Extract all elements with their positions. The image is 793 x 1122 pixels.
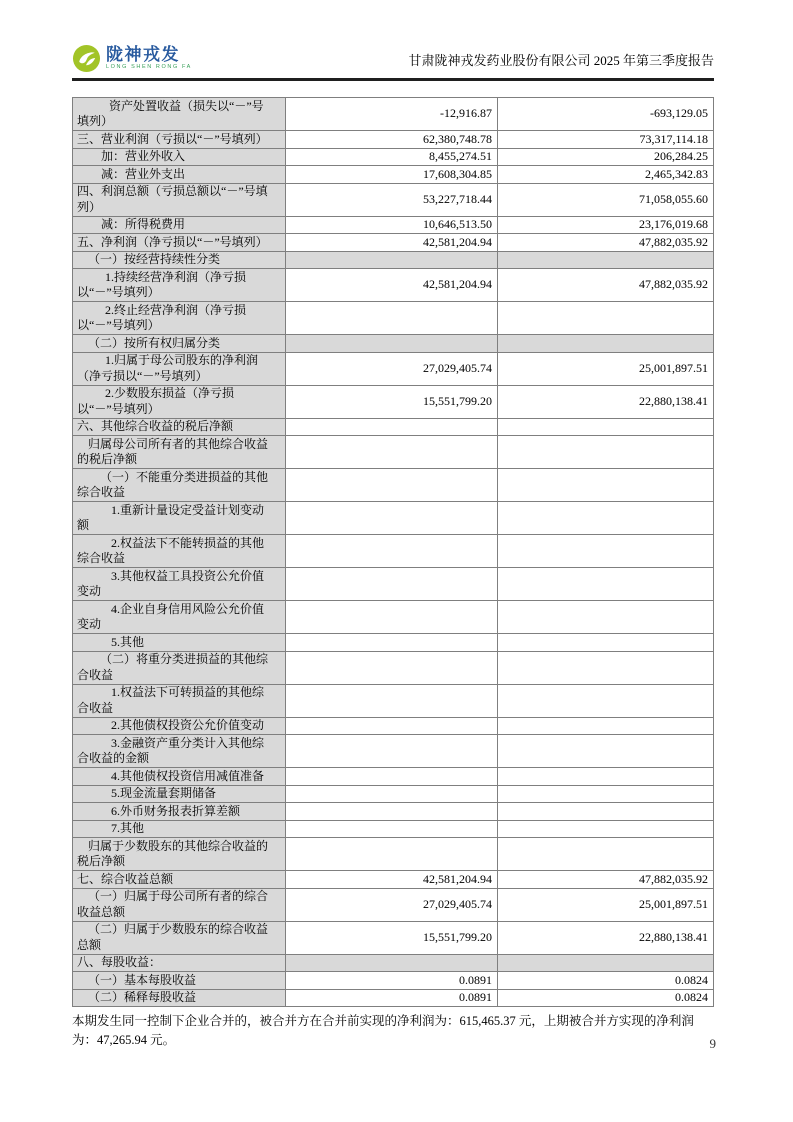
row-label-cell: 减：所得税费用: [73, 216, 286, 234]
row-label-cell: 八、每股收益：: [73, 954, 286, 972]
row-label-cell: 2.少数股东损益（净亏损以“－”号填列）: [73, 385, 286, 418]
row-label-cell: 1.权益法下可转损益的其他综合收益: [73, 684, 286, 717]
prior-period-value-cell: [498, 785, 714, 803]
prior-period-value-cell: [498, 302, 714, 335]
table-row: [73, 803, 714, 821]
current-period-value-cell: [286, 717, 498, 735]
table-row: [73, 717, 714, 735]
prior-period-value-cell: 47,882,035.92: [498, 234, 714, 252]
current-period-value-cell: [286, 820, 498, 838]
current-period-value-cell: [286, 601, 498, 634]
table-row: [73, 502, 714, 535]
table-row: [73, 148, 714, 166]
row-label-cell: 5.现金流量套期储备: [73, 785, 286, 803]
prior-period-value-cell: [498, 502, 714, 535]
current-period-value-cell: [286, 568, 498, 601]
prior-period-value-cell: 71,058,055.60: [498, 183, 714, 216]
current-period-value-cell: 0.0891: [286, 989, 498, 1007]
current-period-value-cell: [286, 418, 498, 436]
row-label-cell: 五、净利润（净亏损以“－”号填列）: [73, 234, 286, 252]
row-label-cell: （一）按经营持续性分类: [73, 251, 286, 269]
prior-period-value-cell: [498, 469, 714, 502]
row-label-cell: 2.终止经营净利润（净亏损以“－”号填列）: [73, 302, 286, 335]
table-row: [73, 302, 714, 335]
prior-period-value-cell: 206,284.25: [498, 148, 714, 166]
current-period-value-cell: [286, 634, 498, 652]
current-period-value-cell: [286, 838, 498, 871]
row-label-cell: 7.其他: [73, 820, 286, 838]
table-row: [73, 651, 714, 684]
table-row: [73, 436, 714, 469]
prior-period-value-cell: [498, 535, 714, 568]
current-period-value-cell: [286, 302, 498, 335]
table-row: [73, 216, 714, 234]
table-row: [73, 98, 714, 131]
current-period-value-cell: [286, 785, 498, 803]
row-label-cell: 6.外币财务报表折算差额: [73, 803, 286, 821]
table-row: [73, 352, 714, 385]
prior-period-value-cell: 47,882,035.92: [498, 269, 714, 302]
table-row: [73, 131, 714, 149]
current-period-value-cell: 0.0891: [286, 972, 498, 990]
prior-period-value-cell: [498, 568, 714, 601]
table-row: [73, 335, 714, 353]
row-label-cell: 2.其他债权投资公允价值变动: [73, 717, 286, 735]
prior-period-value-cell: 73,317,114.18: [498, 131, 714, 149]
prior-period-value-cell: 25,001,897.51: [498, 888, 714, 921]
table-row: [73, 888, 714, 921]
prior-period-value-cell: 0.0824: [498, 989, 714, 1007]
table-row: [73, 183, 714, 216]
table-row: [73, 385, 714, 418]
row-label-cell: （一）基本每股收益: [73, 972, 286, 990]
current-period-value-cell: 42,581,204.94: [286, 871, 498, 889]
row-label-cell: 七、综合收益总额: [73, 871, 286, 889]
row-label-cell: 三、营业利润（亏损以“－”号填列）: [73, 131, 286, 149]
row-label-cell: 1.持续经营净利润（净亏损以“－”号填列）: [73, 269, 286, 302]
table-row: [73, 838, 714, 871]
row-label-cell: 2.权益法下不能转损益的其他综合收益: [73, 535, 286, 568]
row-label-cell: 加：营业外收入: [73, 148, 286, 166]
current-period-value-cell: 27,029,405.74: [286, 888, 498, 921]
prior-period-value-cell: 47,882,035.92: [498, 871, 714, 889]
prior-period-value-cell: [498, 768, 714, 786]
prior-period-value-cell: [498, 820, 714, 838]
prior-period-value-cell: [498, 601, 714, 634]
table-row: [73, 166, 714, 184]
report-page: [72, 44, 714, 1050]
current-period-value-cell: [286, 335, 498, 353]
table-row: [73, 469, 714, 502]
prior-period-value-cell: [498, 735, 714, 768]
logo-text: [106, 46, 192, 71]
current-period-value-cell: 8,455,274.51: [286, 148, 498, 166]
table-row: [73, 601, 714, 634]
current-period-value-cell: 42,581,204.94: [286, 234, 498, 252]
prior-period-value-cell: 0.0824: [498, 972, 714, 990]
current-period-value-cell: 15,551,799.20: [286, 921, 498, 954]
current-period-value-cell: [286, 469, 498, 502]
current-period-value-cell: 27,029,405.74: [286, 352, 498, 385]
prior-period-value-cell: 2,465,342.83: [498, 166, 714, 184]
table-row: [73, 871, 714, 889]
row-label-cell: 资产处置收益（损失以“－”号填列）: [73, 98, 286, 131]
income-statement-table: [72, 97, 714, 1007]
table-row: [73, 989, 714, 1007]
row-label-cell: （一）不能重分类进损益的其他综合收益: [73, 469, 286, 502]
page-number: 9: [709, 1036, 716, 1051]
current-period-value-cell: 15,551,799.20: [286, 385, 498, 418]
current-period-value-cell: [286, 803, 498, 821]
current-period-value-cell: [286, 251, 498, 269]
row-label-cell: （二）稀释每股收益: [73, 989, 286, 1007]
current-period-value-cell: 17,608,304.85: [286, 166, 498, 184]
current-period-value-cell: 42,581,204.94: [286, 269, 498, 302]
row-label-cell: 六、其他综合收益的税后净额: [73, 418, 286, 436]
prior-period-value-cell: 23,176,019.68: [498, 216, 714, 234]
prior-period-value-cell: [498, 803, 714, 821]
current-period-value-cell: [286, 684, 498, 717]
prior-period-value-cell: 22,880,138.41: [498, 921, 714, 954]
report-title: 甘肃陇神戎发药业股份有限公司 2025 年第三季度报告: [408, 53, 714, 68]
table-row: [73, 921, 714, 954]
current-period-value-cell: [286, 954, 498, 972]
prior-period-value-cell: 22,880,138.41: [498, 385, 714, 418]
row-label-cell: 归属母公司所有者的其他综合收益的税后净额: [73, 436, 286, 469]
row-label-cell: 1.重新计量设定受益计划变动额: [73, 502, 286, 535]
logo-bird-swirl-icon: [72, 44, 101, 73]
row-label-cell: （二）将重分类进损益的其他综合收益: [73, 651, 286, 684]
page-header: [72, 44, 714, 81]
current-period-value-cell: 62,380,748.78: [286, 131, 498, 149]
current-period-value-cell: [286, 651, 498, 684]
table-row: [73, 954, 714, 972]
prior-period-value-cell: [498, 335, 714, 353]
row-label-cell: 3.其他权益工具投资公允价值变动: [73, 568, 286, 601]
table-row: [73, 785, 714, 803]
logo-company-name-pinyin: LONG SHEN RONG FA: [106, 64, 192, 71]
table-row: [73, 234, 714, 252]
current-period-value-cell: [286, 535, 498, 568]
row-label-cell: 减：营业外支出: [73, 166, 286, 184]
prior-period-value-cell: [498, 634, 714, 652]
prior-period-value-cell: [498, 684, 714, 717]
row-label-cell: 1.归属于母公司股东的净利润（净亏损以“－”号填列）: [73, 352, 286, 385]
row-label-cell: （一）归属于母公司所有者的综合收益总额: [73, 888, 286, 921]
table-row: [73, 684, 714, 717]
prior-period-value-cell: [498, 251, 714, 269]
prior-period-value-cell: [498, 436, 714, 469]
row-label-cell: 归属于少数股东的其他综合收益的税后净额: [73, 838, 286, 871]
row-label-cell: 5.其他: [73, 634, 286, 652]
prior-period-value-cell: [498, 838, 714, 871]
row-label-cell: 4.其他债权投资信用减值准备: [73, 768, 286, 786]
current-period-value-cell: [286, 502, 498, 535]
table-row: [73, 972, 714, 990]
table-row: [73, 251, 714, 269]
row-label-cell: 四、利润总额（亏损总额以“－”号填列）: [73, 183, 286, 216]
logo-company-name: 陇神戎发: [106, 45, 180, 65]
current-period-value-cell: [286, 768, 498, 786]
row-label-cell: 3.金融资产重分类计入其他综合收益的金额: [73, 735, 286, 768]
merger-footnote: 本期发生同一控制下企业合并的，被合并方在合并前实现的净利润为：615,465.37 元，上期被合并方实现的净利润为：47,265.94 元。: [72, 1014, 694, 1047]
prior-period-value-cell: [498, 651, 714, 684]
prior-period-value-cell: [498, 717, 714, 735]
prior-period-value-cell: -693,129.05: [498, 98, 714, 131]
table-row: [73, 269, 714, 302]
current-period-value-cell: -12,916.87: [286, 98, 498, 131]
row-label-cell: （二）归属于少数股东的综合收益总额: [73, 921, 286, 954]
current-period-value-cell: 10,646,513.50: [286, 216, 498, 234]
prior-period-value-cell: [498, 954, 714, 972]
row-label-cell: 4.企业自身信用风险公允价值变动: [73, 601, 286, 634]
table-row: [73, 634, 714, 652]
table-row: [73, 768, 714, 786]
table-row: [73, 418, 714, 436]
row-label-cell: （二）按所有权归属分类: [73, 335, 286, 353]
prior-period-value-cell: 25,001,897.51: [498, 352, 714, 385]
table-row: [73, 735, 714, 768]
current-period-value-cell: [286, 735, 498, 768]
table-row: [73, 820, 714, 838]
table-row: [73, 535, 714, 568]
current-period-value-cell: 53,227,718.44: [286, 183, 498, 216]
table-row: [73, 568, 714, 601]
current-period-value-cell: [286, 436, 498, 469]
company-logo: [72, 44, 192, 73]
prior-period-value-cell: [498, 418, 714, 436]
